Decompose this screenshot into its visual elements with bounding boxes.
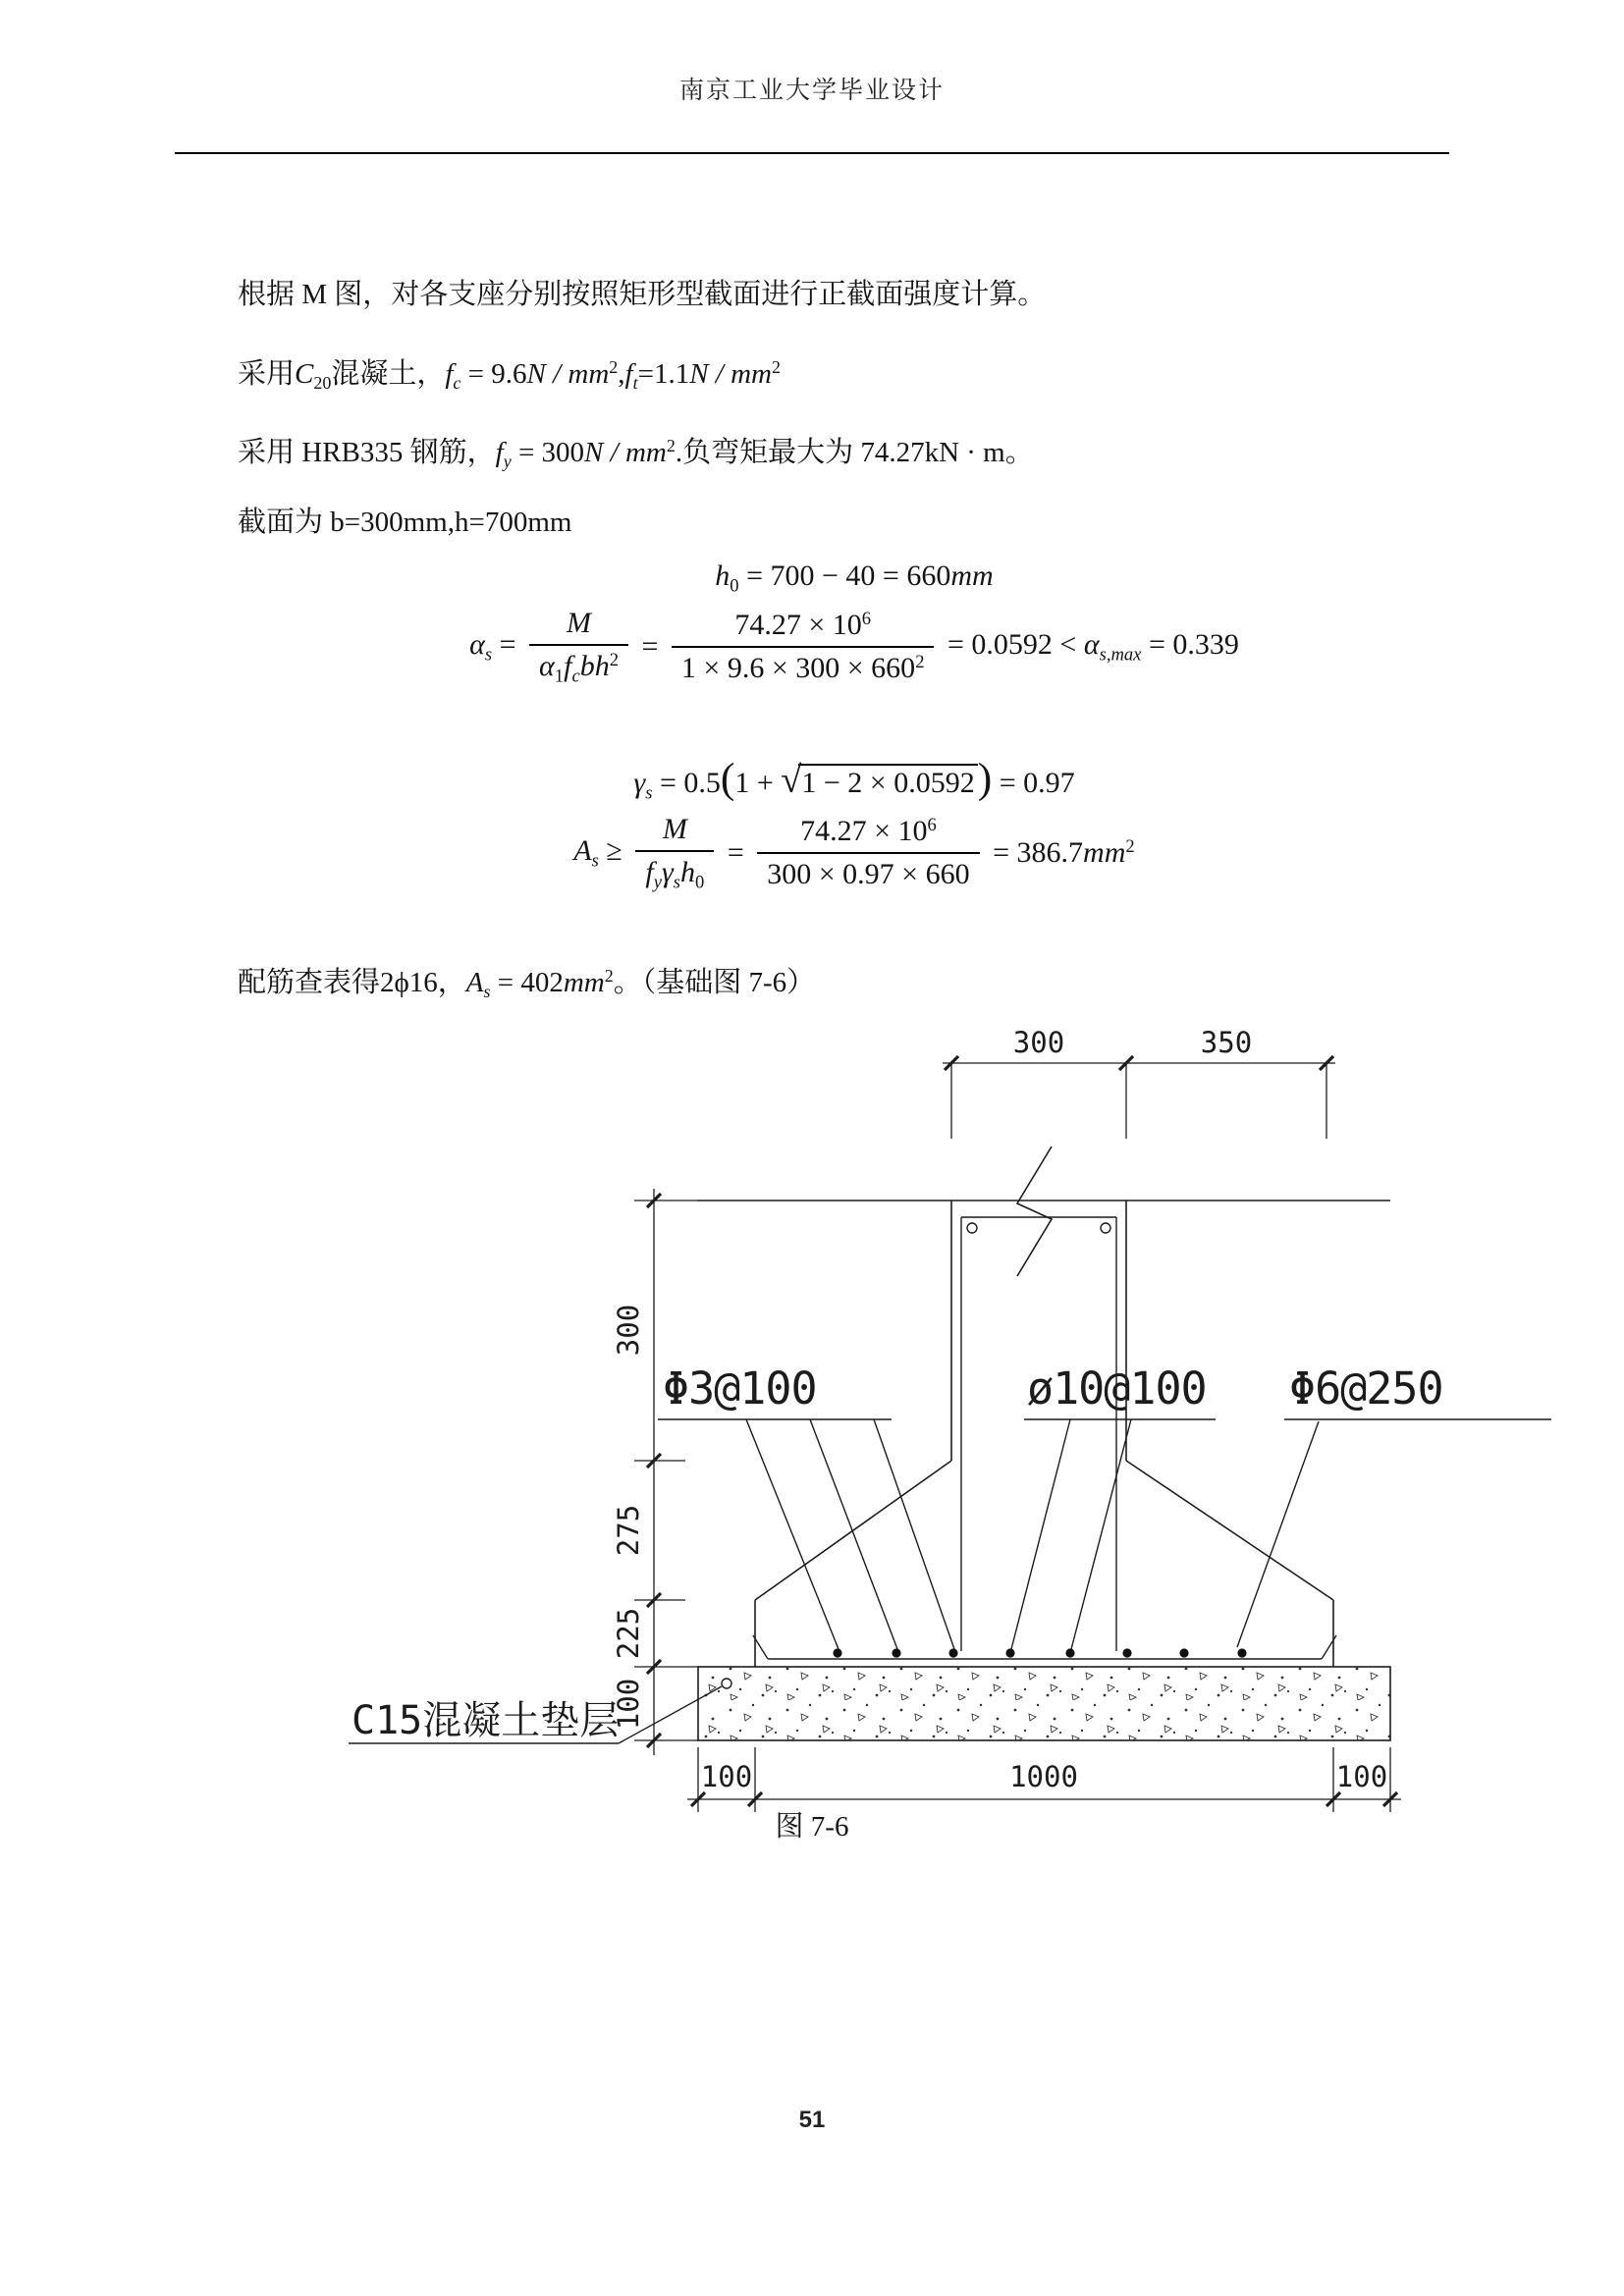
top-dimension-line <box>943 1056 1335 1139</box>
left-dimension-chain <box>634 1189 698 1755</box>
label-bottom-rebar: ø10@100 <box>1027 1362 1207 1415</box>
eq-as-equals: = <box>720 836 752 870</box>
dim-left-225: 225 <box>612 1607 645 1660</box>
foundation-section-figure <box>324 999 1561 1814</box>
eq-alpha-equals: = <box>634 630 666 664</box>
paragraph-rebar-result: 配筋查表得2ϕ16，$A_s = 402mm^2$。（基础图 7-6） <box>238 966 816 1002</box>
foundation-right-slope <box>1126 1461 1333 1600</box>
paragraph-intro: 根据 M 图，对各支座分别按照矩形型截面进行正截面强度计算。 <box>238 279 1047 310</box>
paragraph-steel: 采用 HRB335 钢筋，$f_y = 300N / mm^2$.负弯矩最大为 74.27kN · m。 <box>238 436 1034 472</box>
eq-as-fraction-1: $\frac{M}{f_y\gamma_sh_0}$ <box>635 813 714 894</box>
eq-alpha-rhs: = $0.0592 < \alpha_{s,max} = 0.339$ <box>940 628 1239 666</box>
foundation-left-slope <box>755 1461 951 1600</box>
equation-gamma-s: $\gamma_s = 0.5(1 + √1 - 2 \times 0.0592) = 0.97$ <box>633 755 1075 804</box>
dim-left-300: 300 <box>612 1304 645 1357</box>
label-cushion: C15混凝土垫层 <box>352 1698 620 1743</box>
bottom-rebar <box>753 1635 1336 1659</box>
dim-left-275: 275 <box>612 1504 645 1557</box>
eq-as-rhs: = $386.7mm^2$ <box>985 836 1135 870</box>
header-rule <box>175 152 1449 154</box>
page-number: 51 <box>798 2107 826 2133</box>
page-header-title: 南京工业大学毕业设计 <box>678 78 945 104</box>
paragraph-concrete: 采用$C_{20}$混凝土，$f_c = 9.6N / mm^2,f_t=1.1N / mm^2$ <box>238 357 781 394</box>
dim-left-100: 100 <box>612 1678 645 1731</box>
eq-alpha-lhs: $\alpha_s$ = <box>469 628 524 666</box>
rebar-section-dots <box>833 1648 1246 1657</box>
column-rebar-cage <box>961 1217 1116 1651</box>
eq-as-lhs: $A_s$ ≥ <box>573 834 630 872</box>
equation-alpha-s <box>196 607 1453 688</box>
equation-As <box>196 813 1453 894</box>
dim-bottom-100-left: 100 <box>700 1760 753 1793</box>
cushion-slab <box>698 1667 1390 1740</box>
equation-h0: $h_0 = 700 - 40 = 660mm$ <box>715 560 994 597</box>
eq-as-fraction-2: $\frac{74.27 \times 10^6}{300 \times 0.97 \times 660}$ <box>757 815 979 891</box>
dim-bottom-1000: 1000 <box>1009 1760 1078 1793</box>
eq-alpha-fraction-2: $\frac{74.27 \times 10^6}{1 \times 9.6 \times 300 \times 660^2}$ <box>672 609 935 685</box>
dim-top-350: 350 <box>1200 1026 1253 1059</box>
dim-top-300: 300 <box>1012 1026 1065 1059</box>
eq-alpha-fraction-1: $\frac{M}{\alpha_1f_cbh^2}$ <box>529 607 628 688</box>
dim-bottom-100-right: 100 <box>1335 1760 1388 1793</box>
paragraph-section-size: 截面为 b=300mm,h=700mm <box>238 507 572 538</box>
label-stirrup-rebar: Φ3@100 <box>663 1362 817 1415</box>
label-distribution-rebar: Φ6@250 <box>1289 1362 1443 1415</box>
figure-caption: 图 7-6 <box>775 1811 849 1842</box>
break-symbol <box>1017 1147 1052 1276</box>
label-leaders <box>658 1419 1551 1649</box>
